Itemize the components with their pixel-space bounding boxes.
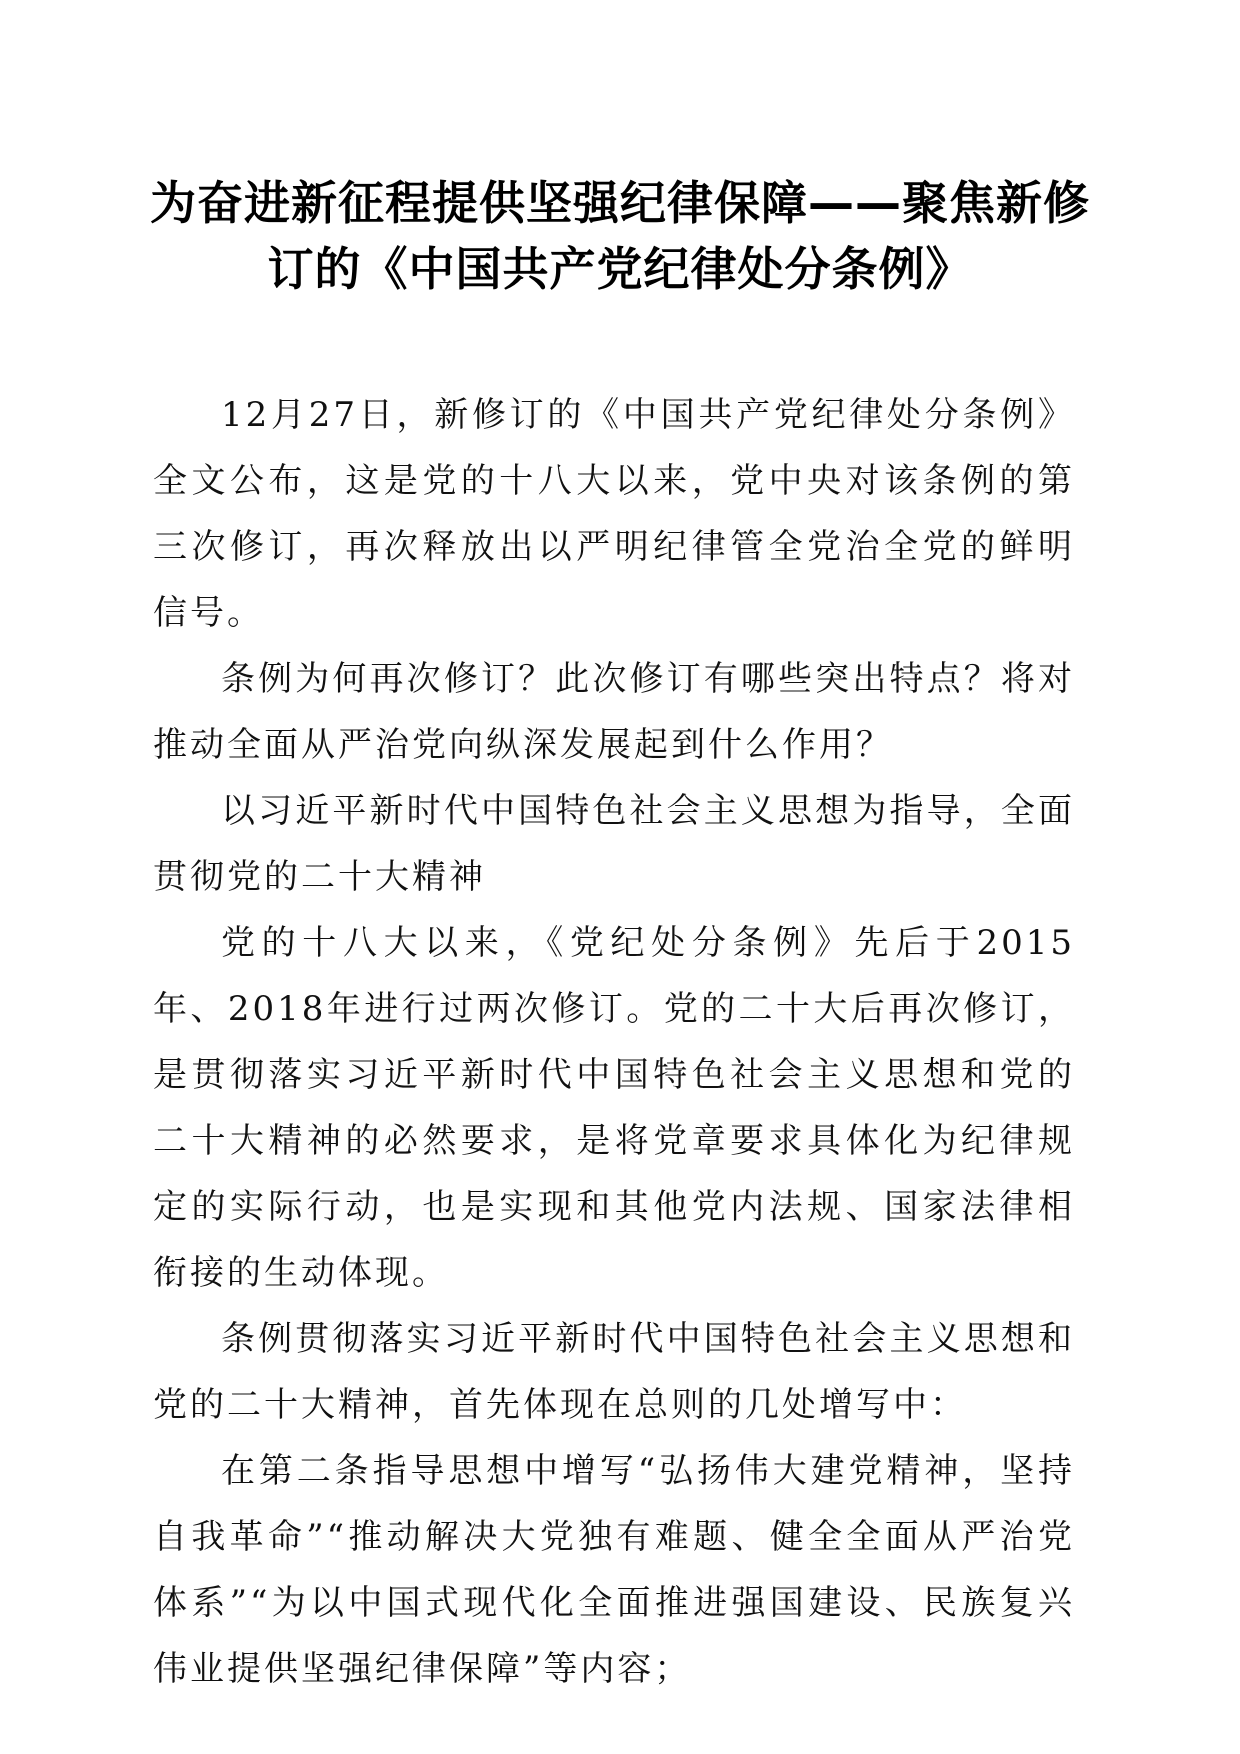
document-body: [153, 382, 1075, 1702]
paragraph-4: 条例贯彻落实习近平新时代中国特色社会主义思想和党的二十大精神，首先体现在总则的几处增写中：: [153, 1319, 1075, 1425]
paragraph-3: 党的十八大以来，《党纪处分条例》先后于2015年、2018年进行过两次修订。党的二十大后再次修订，是贯彻落实习近平新时代中国特色社会主义思想和党的二十大精神的必然要求，是将党章要求具体化为纪律规定的实际行动，也是实现和其他党内法规、国家法律相衔接的生动体现。: [153, 923, 1075, 1293]
paragraph-2: 条例为何再次修订？此次修订有哪些突出特点？将对推动全面从严治党向纵深发展起到什么作用？: [153, 659, 1075, 765]
title-line-1: 为奋进新征程提供坚强纪律保障——聚焦新修: [150, 176, 1090, 230]
paragraph-1: 12月27日，新修订的《中国共产党纪律处分条例》全文公布，这是党的十八大以来，党中央对该条例的第三次修订，再次释放出以严明纪律管全党治全党的鲜明信号。: [153, 395, 1075, 633]
document-title: [140, 170, 1100, 302]
section-heading: 以习近平新时代中国特色社会主义思想为指导，全面贯彻党的二十大精神: [153, 791, 1075, 897]
paragraph-5: 在第二条指导思想中增写“弘扬伟大建党精神，坚持自我革命”“推动解决大党独有难题、健全全面从严治党体系”“为以中国式现代化全面推进强国建设、民族复兴伟业提供坚强纪律保障”等内容；: [153, 1451, 1075, 1689]
title-line-2: 订的《中国共产党纪律处分条例》: [267, 242, 973, 296]
